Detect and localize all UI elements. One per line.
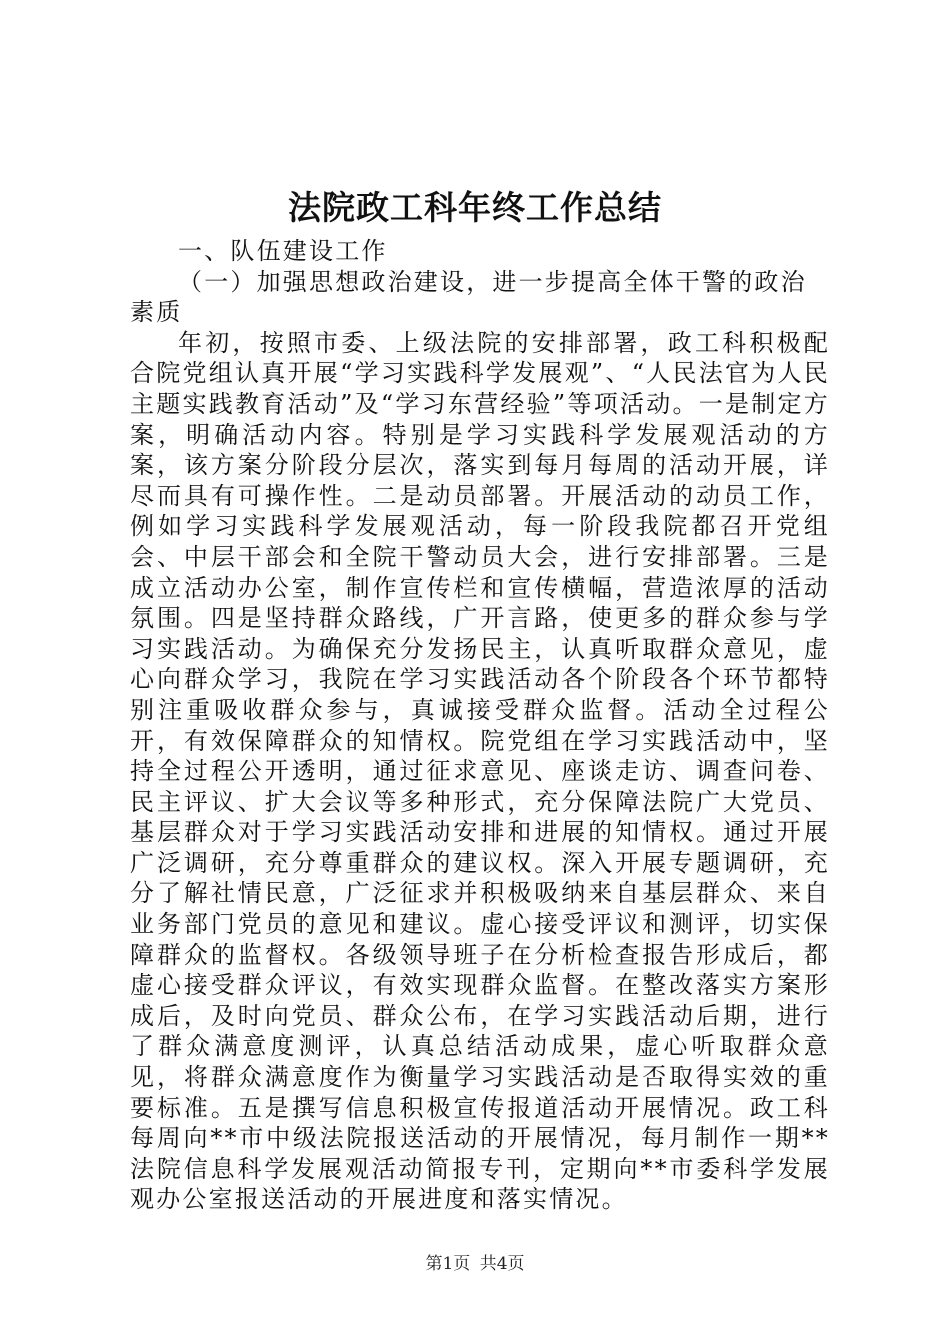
subsection-heading: （一）加强思想政治建设，进一步提高全体干警的政治素质 (130, 267, 807, 327)
page-number: 第1页 (425, 1254, 471, 1274)
page-total: 共4页 (479, 1254, 525, 1274)
document-title: 法院政工科年终工作总结 (288, 188, 662, 227)
body-paragraph: 年初，按照市委、上级法院的安排部署，政工科积极配合院党组认真开展“学习实践科学发展观”、“人民法官为人民主题实践教育活动”及“学习东营经验”等项活动。一是制定方案，明确活动内容。特别是学习实践科学发展观活动的方案，该方案分阶段分层次，落实到每月每周的活动开展，详尽而具有可操作性。二是动员部署。开展活动的动员工作，例如学习实践科学发展观活动，每一阶段我院都召开党组会、中层干部会和全院干警动员大会，进行安排部署。三是成立活动办公室，制作宣传栏和宣传横幅，营造浓厚的活动氛围。四是坚持群众路线，广开言路，使更多的群众参与学习实践活动。为确保充分发扬民主，认真听取群众意见，虚心向群众学习，我院在学习实践活动各个阶段各个环节都特别注重吸收群众参与，真诚接受群众监督。活动全过程公开，有效保障群众的知情权。院党组在学习实践活动中，坚持全过程公开透明，通过征求意见、座谈走访、调查问卷、民主评议、扩大会议等多种形式，充分保障法院广大党员、基层群众对于学习实践活动安排和进展的知情权。通过开展广泛调研，充分尊重群众的建议权。深入开展专题调研，充分了解社情民意，广泛征求并积极吸纳来自基层群众、来自业务部门党员的意见和建议。虚心接受评议和测评，切实保障群众的监督权。各级领导班子在分析检查报告形成后，都虚心接受群众评议，有效实现群众监督。在整改落实方案形成后，及时向党员、群众公布，在学习实践活动后期，进行了群众满意度测评，认真总结活动成果，虚心听取群众意见，将群众满意度作为衡量学习实践活动是否取得实效的重要标准。五是撰写信息积极宣传报道活动开展情况。政工科每周向**市中级法院报送活动的开展情况，每月制作一期**法院信息科学发展观活动简报专刊，定期向**市委科学发展观办公室报送活动的开展进度和落实情况。 (130, 328, 830, 1214)
page-footer (0, 1252, 950, 1276)
section-heading: 一、队伍建设工作 (178, 237, 388, 265)
document-body (130, 236, 830, 1215)
